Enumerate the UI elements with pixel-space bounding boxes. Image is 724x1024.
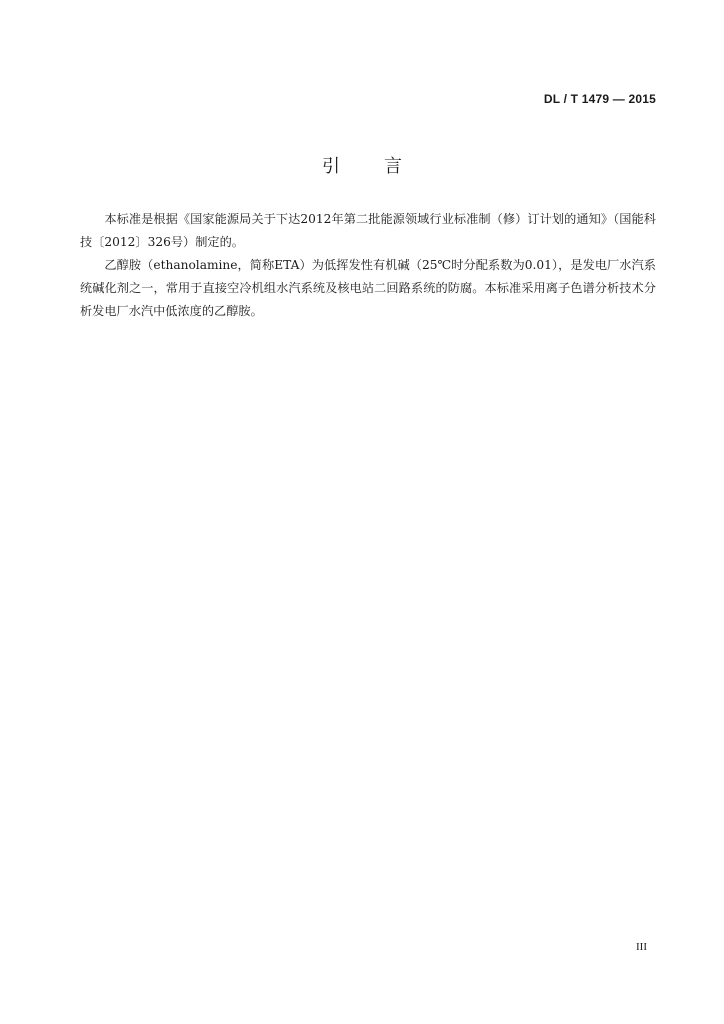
paragraph-ethanolamine: 乙醇胺（ethanolamine，简称ETA）为低挥发性有机碱（25℃时分配系数为0.01），是发电厂水汽系统碱化剂之一，常用于直接空冷机组水汽系统及核电站二回路系统的防腐。本标准采用离子色谱分析技术分析发电厂水汽中低浓度的乙醇胺。 (80, 258, 656, 318)
page-number: III (636, 941, 647, 953)
section-title (0, 152, 724, 178)
title-char-2: 言 (384, 156, 402, 177)
standard-code: DL / T 1479 — 2015 (543, 92, 656, 106)
title-char-1: 引 (322, 156, 340, 177)
introduction-body (80, 208, 656, 323)
paragraph-basis: 本标准是根据《国家能源局关于下达2012年第二批能源领域行业标准制（修）订计划的通知》（国能科技〔2012〕326号）制定的。 (80, 212, 656, 249)
